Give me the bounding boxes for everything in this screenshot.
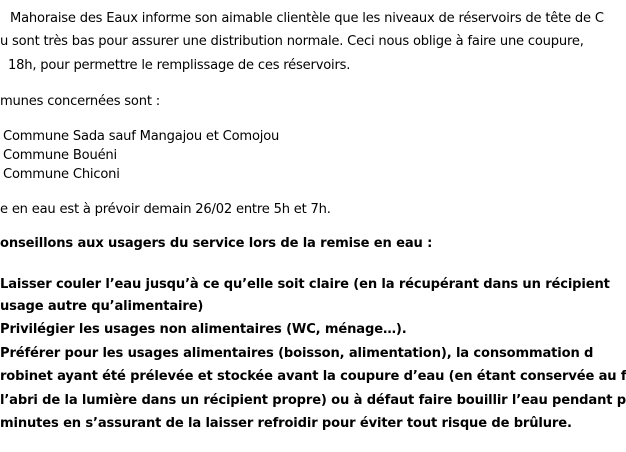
intro-line-2: u sont très bas pour assurer une distribution normale. Ceci nous oblige à faire une coupure, xyxy=(0,34,584,49)
advice-item-3-line-4: minutes en s’assurant de la laisser refroidir pour éviter tout risque de brûlure. xyxy=(0,416,572,431)
intro-line-1: Mahoraise des Eaux informe son aimable clientèle que les niveaux de réservoirs de tête de C xyxy=(10,11,604,26)
advice-item-3-line-2: robinet ayant été prélevée et stockée avant la coupure d’eau (en étant conservée au f xyxy=(0,369,626,384)
commune-item: Commune Sada sauf Mangajou et Comojou xyxy=(3,129,280,144)
communes-heading: munes concernées sont : xyxy=(0,94,160,109)
advice-item-1-line-2: usage autre qu’alimentaire) xyxy=(0,299,204,314)
advice-item-3-line-1: Préférer pour les usages alimentaires (boisson, alimentation), la consommation d xyxy=(0,346,594,361)
commune-item: Commune Chiconi xyxy=(3,167,120,182)
advice-item-3-line-3: l’abri de la lumière dans un récipient propre) ou à défaut faire bouillir l’eau pendant p xyxy=(0,393,626,408)
commune-item: Commune Bouéni xyxy=(3,148,117,163)
intro-line-3: 18h, pour permettre le remplissage de ces réservoirs. xyxy=(8,58,351,73)
advice-item-1-line-1: Laisser couler l’eau jusqu’à ce qu’elle soit claire (en la récupérant dans un récipient xyxy=(0,277,610,292)
advice-heading: onseillons aux usagers du service lors de la remise en eau : xyxy=(0,236,433,251)
remise-en-eau-text: e en eau est à prévoir demain 26/02 entre 5h et 7h. xyxy=(0,202,331,217)
advice-item-2-line-1: Privilégier les usages non alimentaires (WC, ménage…). xyxy=(0,322,407,337)
